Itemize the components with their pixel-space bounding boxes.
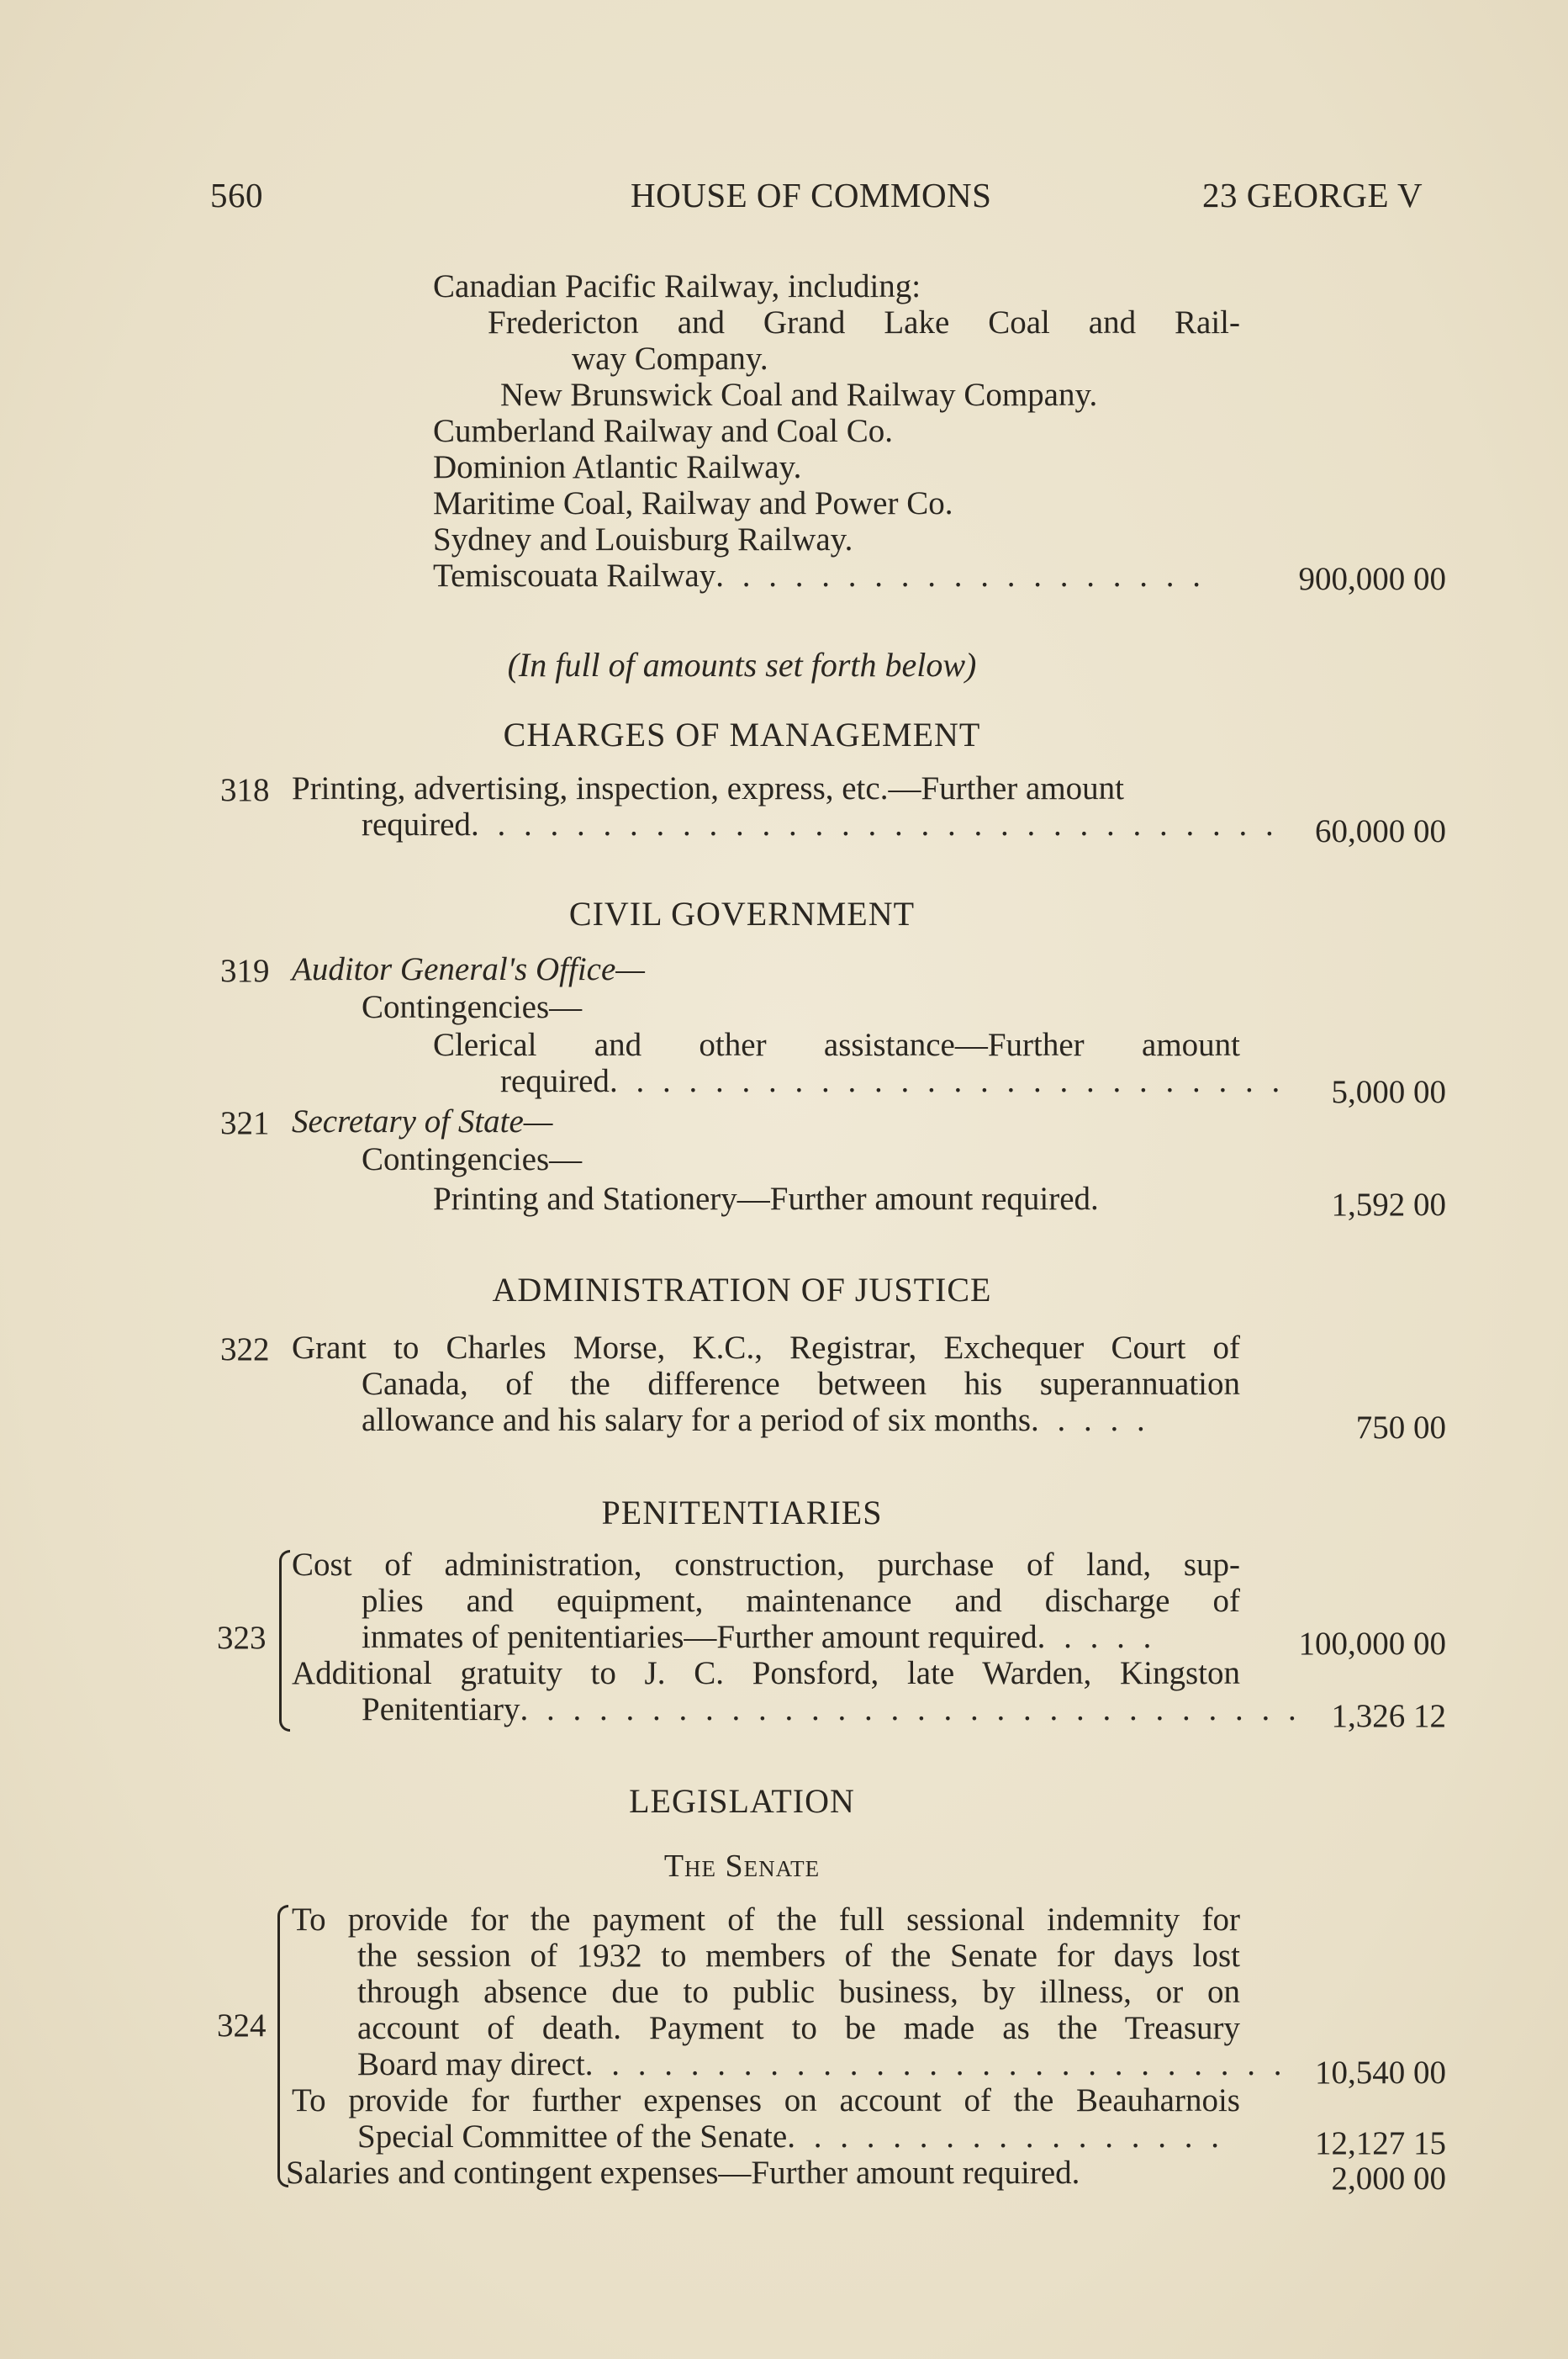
- leader-dots: . . . . . . . . . . . . . . . . . . . . . . . . . .: [609, 1063, 1286, 1099]
- senate-amount-2: 12,127 15: [1315, 2125, 1446, 2161]
- leader-dots: . . . . . . . . . . . . . . . . .: [787, 2118, 1224, 2155]
- running-session: 23 GEORGE V: [1202, 176, 1423, 214]
- civil-line: Contingencies—: [362, 989, 583, 1025]
- legislation-line: account of death. Payment to be made as the Treasury: [357, 2010, 1240, 2046]
- justice-line-text: allowance and his salary for a period of six months: [362, 1402, 1032, 1438]
- cpr-line: Sydney and Louisburg Railway.: [433, 521, 853, 558]
- charges-line: Printing, advertising, inspection, express, etc.—Further amount: [292, 770, 1124, 807]
- section-heading-justice: ADMINISTRATION OF JUSTICE: [492, 1271, 992, 1309]
- subheading-senate: The Senate: [663, 1849, 821, 1884]
- leader-dots: . . . . .: [1037, 1619, 1157, 1655]
- penitentiaries-amount-2: 1,326 12: [1331, 1698, 1446, 1734]
- penitentiaries-line: Additional gratuity to J. C. Ponsford, late Warden, Kingston: [292, 1655, 1240, 1691]
- legislation-line-text: Special Committee of the Senate: [357, 2118, 788, 2155]
- leader-dots: . . . . .: [1031, 1402, 1150, 1438]
- charges-line: [362, 807, 1279, 843]
- cpr-line-text: Temiscouata Railway: [433, 558, 716, 594]
- senate-amount-1: 10,540 00: [1315, 2055, 1446, 2091]
- penitentiaries-line-text: Penitentiary: [362, 1691, 520, 1727]
- penitentiaries-line: plies and equipment, maintenance and discharge of: [362, 1583, 1240, 1619]
- vote-bracket: [279, 1550, 290, 1732]
- cpr-amount: 900,000 00: [1298, 561, 1446, 597]
- civil-line: Printing and Stationery—Further amount required.: [433, 1181, 1099, 1217]
- legislation-line: To provide for the payment of the full sessional indemnity for: [292, 1901, 1240, 1938]
- leader-dots: . . . . . . . . . . . . . . . . . . . . . . . . . . .: [584, 2046, 1287, 2082]
- section-heading-legislation: LEGISLATION: [629, 1782, 855, 1820]
- auditor-general-title: Auditor General's Office—: [292, 951, 645, 987]
- leader-dots: . . . . . . . . . . . . . . . . . . . . . . . . . . . . . . .: [470, 807, 1279, 843]
- secretary-of-state-title: Secretary of State—: [292, 1103, 553, 1140]
- charges-line-text: required: [362, 807, 471, 843]
- cpr-line: Fredericton and Grand Lake Coal and Rail-: [488, 304, 1240, 341]
- section-heading-charges: CHARGES OF MANAGEMENT: [503, 716, 981, 754]
- civil-line-text: required: [500, 1063, 610, 1099]
- page-number: 560: [210, 176, 263, 214]
- cpr-line: Maritime Coal, Railway and Power Co.: [433, 485, 953, 521]
- cpr-line: Cumberland Railway and Coal Co.: [433, 413, 893, 449]
- legislation-line: [357, 2047, 1286, 2082]
- penitentiaries-line: [362, 1692, 1301, 1727]
- vote-number-321: 321: [220, 1105, 270, 1141]
- penitentiaries-line: Cost of administration, construction, purchase of land, sup-: [292, 1547, 1240, 1583]
- justice-line: [362, 1403, 1150, 1438]
- section-heading-penitentiaries: PENITENTIARIES: [601, 1494, 883, 1531]
- cpr-line: Dominion Atlantic Railway.: [433, 449, 802, 485]
- penitentiaries-amount-1: 100,000 00: [1298, 1626, 1446, 1662]
- legislation-line: [357, 2119, 1224, 2155]
- charges-amount: 60,000 00: [1315, 813, 1446, 849]
- vote-bracket: [277, 1905, 288, 2187]
- legislation-line: through absence due to public business, by illness, or on: [357, 1974, 1240, 2010]
- vote-number-324: 324: [217, 2007, 267, 2044]
- cpr-line: Canadian Pacific Railway, including:: [433, 268, 921, 304]
- legislation-line-text: Board may direct: [357, 2046, 585, 2082]
- cpr-line: New Brunswick Coal and Railway Company.: [500, 377, 1098, 413]
- running-title: HOUSE OF COMMONS: [631, 176, 992, 214]
- auditor-amount: 5,000 00: [1331, 1074, 1446, 1110]
- senate-amount-3: 2,000 00: [1331, 2161, 1446, 2197]
- secretary-amount: 1,592 00: [1331, 1187, 1446, 1223]
- cpr-line: [433, 558, 1206, 594]
- legislation-line: the session of 1932 to members of the Senate for days lost: [357, 1938, 1240, 1974]
- justice-line: Canada, of the difference between his superannuation: [362, 1366, 1240, 1402]
- leader-dots: . . . . . . . . . . . . . . . . . . .: [715, 558, 1206, 594]
- penitentiaries-line-text: inmates of penitentiaries—Further amount required: [362, 1619, 1037, 1655]
- vote-number-323: 323: [217, 1620, 267, 1656]
- cpr-line: way Company.: [572, 341, 768, 377]
- civil-line: [500, 1064, 1285, 1099]
- justice-amount: 750 00: [1355, 1410, 1446, 1446]
- in-full-note: (In full of amounts set forth below): [507, 646, 977, 684]
- vote-number-318: 318: [220, 772, 270, 808]
- civil-line: Clerical and other assistance—Further amount: [433, 1027, 1240, 1063]
- legislation-line: Salaries and contingent expenses—Further amount required.: [286, 2155, 1080, 2191]
- section-heading-civil: CIVIL GOVERNMENT: [568, 895, 916, 933]
- penitentiaries-line: [362, 1620, 1156, 1655]
- legislation-line: To provide for further expenses on account of the Beauharnois: [292, 2082, 1240, 2118]
- leader-dots: . . . . . . . . . . . . . . . . . . . . . . . . . . . . . .: [520, 1691, 1301, 1727]
- vote-number-322: 322: [220, 1331, 270, 1367]
- vote-number-319: 319: [220, 953, 270, 989]
- civil-line: Contingencies—: [362, 1141, 583, 1177]
- justice-line: Grant to Charles Morse, K.C., Registrar, Exchequer Court of: [292, 1330, 1240, 1366]
